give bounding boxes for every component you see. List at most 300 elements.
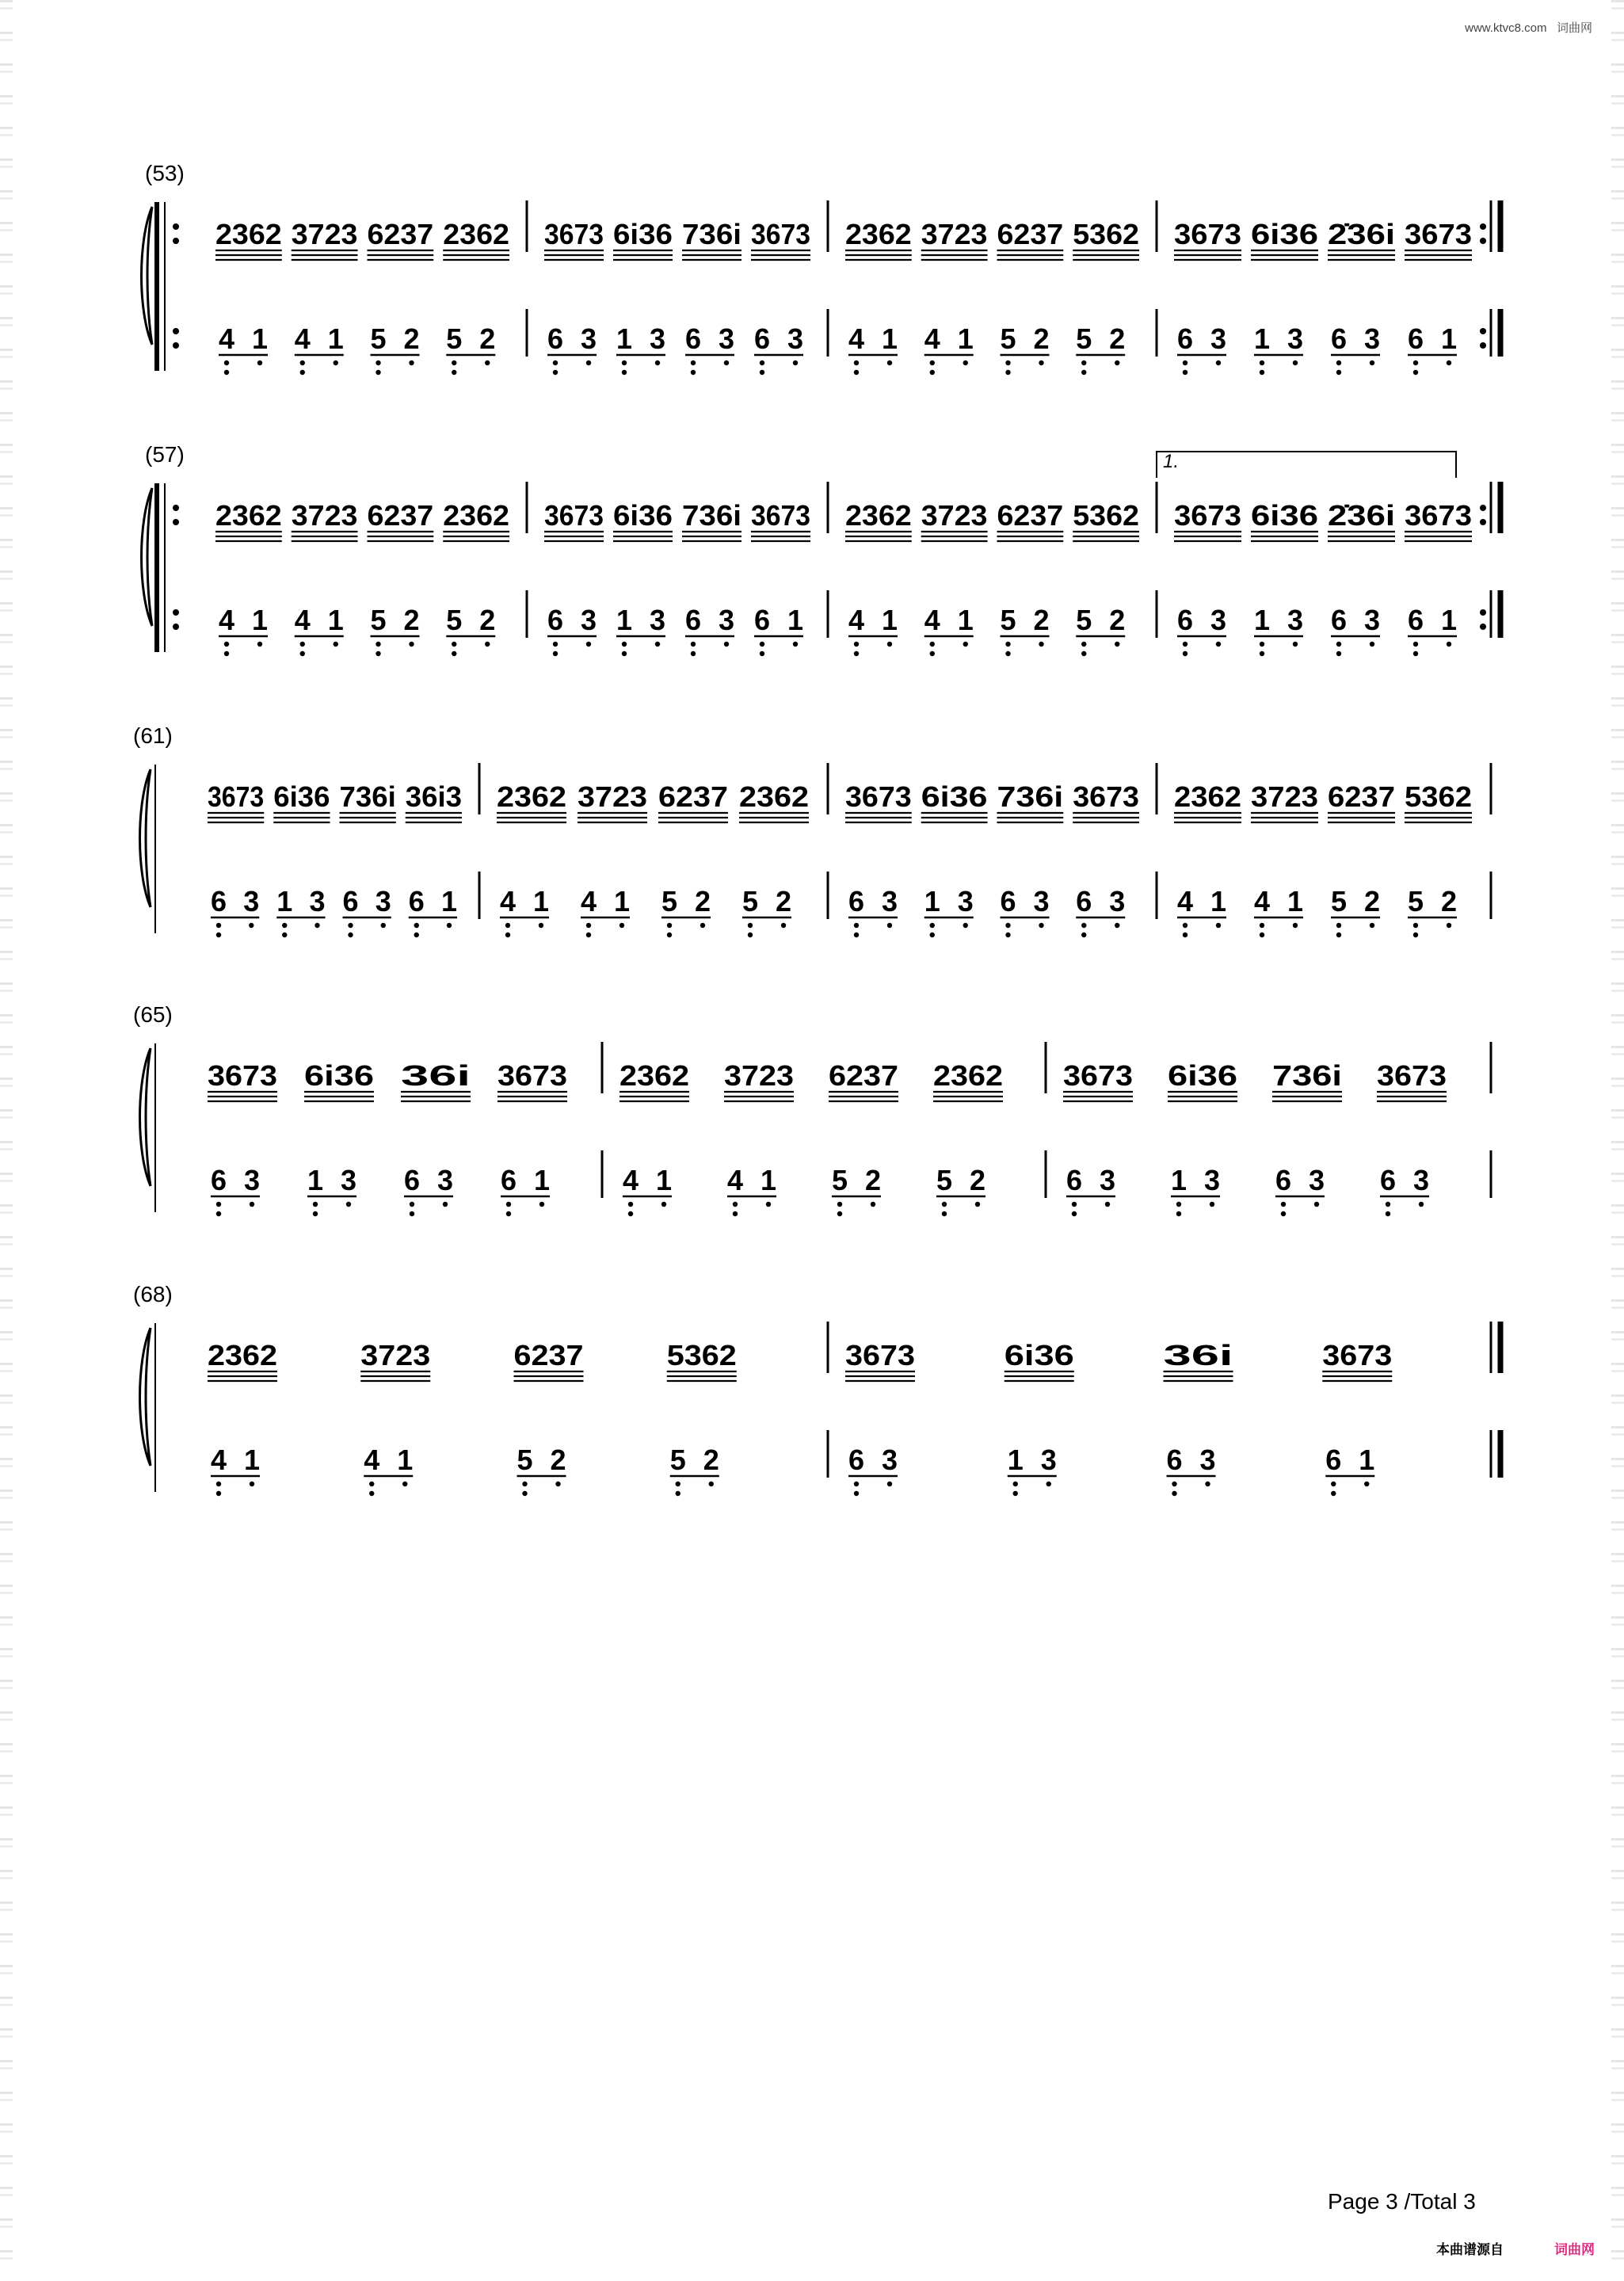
lower-note-group: 52 — [1076, 604, 1126, 636]
octave-dot — [1293, 642, 1298, 647]
octave-dot — [942, 1202, 947, 1207]
lower-note-group: 41 — [924, 604, 974, 636]
lower-note-group: 63 — [547, 604, 597, 636]
octave-dot — [1039, 923, 1043, 928]
octave-dot — [505, 933, 510, 937]
lower-note-group: 13 — [616, 604, 665, 636]
octave-dot — [1386, 1211, 1390, 1216]
octave-dot — [1005, 642, 1010, 647]
octave-dot — [655, 360, 660, 365]
octave-dot — [1183, 360, 1188, 365]
octave-dot — [1183, 933, 1188, 937]
lower-note-group: 13 — [1254, 322, 1303, 355]
octave-dot — [586, 642, 591, 647]
upper-note-group: 2362 — [215, 218, 282, 250]
lower-note-group: 63 — [404, 1164, 453, 1196]
octave-dot — [315, 923, 319, 928]
system-brace — [140, 1328, 151, 1466]
upper-note-group: 3673 — [544, 499, 604, 532]
repeat-dot — [1480, 238, 1486, 244]
upper-note-group: 2362 — [619, 1059, 689, 1092]
octave-dot — [1336, 923, 1341, 928]
lower-note-group: 63 — [754, 322, 803, 355]
octave-dot — [452, 360, 456, 365]
octave-dot — [1260, 370, 1264, 375]
octave-dot — [1419, 1202, 1424, 1207]
octave-dot — [216, 923, 221, 928]
upper-note-group: 3673 — [497, 1059, 567, 1092]
octave-dot — [313, 1211, 318, 1216]
lower-note-group: 41 — [581, 885, 630, 917]
octave-dot — [410, 1202, 414, 1207]
octave-dot — [1413, 651, 1418, 656]
octave-dot — [1386, 1202, 1390, 1207]
upper-note-group: 3673 — [544, 218, 604, 250]
octave-dot — [224, 360, 229, 365]
octave-dot — [586, 923, 591, 928]
octave-dot — [760, 360, 764, 365]
upper-note-group: 6237 — [997, 218, 1064, 250]
upper-note-group: 6i36 — [613, 499, 673, 532]
octave-dot — [452, 370, 456, 375]
upper-note-group: 2362 — [443, 218, 509, 250]
octave-dot — [748, 933, 753, 937]
upper-note-group: 3723 — [724, 1059, 794, 1092]
lower-note-group: 13 — [276, 885, 326, 917]
octave-dot — [691, 370, 696, 375]
octave-dot — [381, 923, 386, 928]
octave-dot — [224, 370, 229, 375]
octave-dot — [369, 1491, 374, 1496]
lower-note-group: 61 — [501, 1164, 550, 1196]
octave-dot — [1447, 360, 1451, 365]
upper-note-group: 6i36 — [1168, 1059, 1237, 1092]
octave-dot — [793, 360, 798, 365]
upper-note-group: 3673 — [1405, 218, 1472, 250]
octave-dot — [622, 642, 627, 647]
octave-dot — [1183, 370, 1188, 375]
lower-note-group: 52 — [446, 604, 496, 636]
octave-dot — [250, 1202, 254, 1207]
octave-dot — [781, 923, 786, 928]
site-logo: 词曲网 — [1554, 2242, 1595, 2257]
octave-dot — [793, 642, 798, 647]
lower-note-group: 52 — [370, 604, 420, 636]
octave-dot — [282, 933, 287, 937]
upper-note-group: 3673 — [1174, 218, 1241, 250]
octave-dot — [1260, 642, 1264, 647]
repeat-dot — [1480, 328, 1486, 334]
octave-dot — [963, 923, 968, 928]
octave-dot — [887, 923, 892, 928]
repeat-dot — [1480, 342, 1486, 349]
octave-dot — [1039, 360, 1043, 365]
octave-dot — [1216, 923, 1221, 928]
octave-dot — [1072, 1202, 1077, 1207]
lower-note-group: 63 — [1066, 1164, 1115, 1196]
lower-note-group: 63 — [1076, 885, 1126, 917]
upper-note-group: 2362 — [208, 1339, 277, 1371]
upper-note-group: 2362 — [443, 499, 509, 532]
octave-dot — [1216, 642, 1221, 647]
upper-note-group: 5362 — [666, 1339, 737, 1371]
octave-dot — [930, 933, 935, 937]
octave-dot — [1081, 360, 1086, 365]
lower-note-group: 41 — [294, 322, 344, 355]
lower-note-group: 63 — [1380, 1164, 1429, 1196]
upper-note-group: 6i36 — [1251, 499, 1318, 532]
repeat-dot — [173, 624, 179, 630]
octave-dot — [257, 360, 262, 365]
octave-dot — [485, 642, 490, 647]
upper-note-group: 3673 — [845, 1339, 915, 1371]
octave-dot — [628, 1211, 633, 1216]
lower-note-group: 63 — [1166, 1444, 1216, 1476]
octave-dot — [1013, 1482, 1018, 1486]
lower-note-group: 63 — [342, 885, 391, 917]
lower-note-group: 41 — [219, 604, 268, 636]
repeat-dot — [1480, 519, 1486, 525]
page-indicator: Page 3 /Total 3 — [1328, 2189, 1476, 2214]
lower-note-group: 63 — [1177, 322, 1226, 355]
upper-note-group: 3723 — [578, 780, 647, 813]
octave-dot — [402, 1482, 407, 1486]
octave-dot — [452, 642, 456, 647]
upper-note-group: 736i — [682, 499, 741, 532]
lower-note-group: 52 — [1000, 322, 1050, 355]
octave-dot — [1176, 1211, 1181, 1216]
octave-dot — [555, 1482, 560, 1486]
lower-note-group: 52 — [669, 1444, 719, 1476]
upper-note-group: 2362 — [845, 499, 912, 532]
octave-dot — [506, 1211, 511, 1216]
octave-dot — [1046, 1482, 1051, 1486]
octave-dot — [1413, 933, 1418, 937]
octave-dot — [369, 1482, 374, 1486]
octave-dot — [1005, 651, 1010, 656]
upper-note-group: 6237 — [367, 499, 434, 532]
octave-dot — [300, 370, 305, 375]
octave-dot — [724, 642, 729, 647]
octave-dot — [553, 360, 558, 365]
octave-dot — [1183, 642, 1188, 647]
upper-note-group: 3673 — [751, 499, 810, 532]
octave-dot — [1081, 933, 1086, 937]
upper-note-group: 2362 — [933, 1059, 1003, 1092]
octave-dot — [1081, 370, 1086, 375]
upper-note-group: 6237 — [829, 1059, 898, 1092]
lower-note-group: 41 — [1254, 885, 1303, 917]
upper-note-group: 5362 — [1073, 218, 1139, 250]
octave-dot — [1105, 1202, 1110, 1207]
lower-note-group: 61 — [754, 604, 803, 636]
upper-note-group: 6i36 — [273, 780, 330, 813]
octave-dot — [376, 651, 380, 656]
measure-number: (57) — [145, 442, 185, 467]
octave-dot — [887, 642, 892, 647]
octave-dot — [724, 360, 729, 365]
repeat-dot — [173, 519, 179, 525]
octave-dot — [1039, 642, 1043, 647]
octave-dot — [216, 1491, 221, 1496]
octave-dot — [216, 1202, 221, 1207]
repeat-dot — [1480, 624, 1486, 630]
lower-note-group: 13 — [616, 322, 665, 355]
octave-dot — [414, 933, 419, 937]
octave-dot — [1331, 1482, 1336, 1486]
octave-dot — [655, 642, 660, 647]
octave-dot — [1260, 923, 1264, 928]
octave-dot — [1413, 642, 1418, 647]
octave-dot — [766, 1202, 771, 1207]
upper-note-group: 3723 — [360, 1339, 431, 1371]
octave-dot — [667, 923, 672, 928]
octave-dot — [1336, 933, 1341, 937]
lower-note-group: 41 — [211, 1444, 260, 1476]
octave-dot — [733, 1202, 738, 1207]
lower-note-group: 61 — [1325, 1444, 1375, 1476]
octave-dot — [506, 1202, 511, 1207]
octave-dot — [622, 370, 627, 375]
upper-note-group: 6i36 — [921, 780, 988, 813]
octave-dot — [224, 642, 229, 647]
octave-dot — [1013, 1491, 1018, 1496]
octave-dot — [346, 1202, 351, 1207]
octave-dot — [334, 360, 338, 365]
octave-dot — [1081, 923, 1086, 928]
octave-dot — [1183, 923, 1188, 928]
octave-dot — [300, 651, 305, 656]
lower-note-group: 41 — [727, 1164, 776, 1196]
upper-note-group: 3673 — [1174, 499, 1241, 532]
lower-note-group: 41 — [364, 1444, 414, 1476]
measure-number: (61) — [133, 723, 173, 748]
lower-note-group: 61 — [408, 885, 457, 917]
octave-dot — [1314, 1202, 1319, 1207]
octave-dot — [216, 933, 221, 937]
upper-note-group: 6i36 — [1251, 218, 1318, 250]
lower-note-group: 61 — [1408, 322, 1457, 355]
upper-note-group: 736i — [1272, 1059, 1342, 1092]
repeat-dot — [1480, 609, 1486, 616]
octave-dot — [586, 360, 591, 365]
octave-dot — [942, 1211, 947, 1216]
octave-dot — [1281, 1202, 1286, 1207]
octave-dot — [447, 923, 452, 928]
site-brand: 词曲网 — [1556, 21, 1592, 35]
lower-note-group: 63 — [1177, 604, 1226, 636]
upper-note-group: 2362 — [1174, 780, 1241, 813]
lower-note-group: 52 — [1000, 604, 1050, 636]
system-brace — [140, 769, 151, 907]
octave-dot — [376, 370, 380, 375]
octave-dot — [1336, 360, 1341, 365]
site-url: www.ktvc8.com — [1465, 21, 1547, 35]
octave-dot — [1364, 1482, 1369, 1486]
octave-dot — [1413, 370, 1418, 375]
octave-dot — [963, 360, 968, 365]
lower-note-group: 63 — [848, 885, 898, 917]
upper-note-group: 5362 — [1405, 780, 1472, 813]
octave-dot — [539, 1202, 544, 1207]
upper-note-group: 36i — [401, 1059, 471, 1092]
upper-note-group: 2̇36i — [1328, 218, 1395, 250]
repeat-dot — [173, 609, 179, 616]
octave-dot — [522, 1482, 527, 1486]
octave-dot — [1336, 651, 1341, 656]
lower-note-group: 13 — [1171, 1164, 1220, 1196]
octave-dot — [1081, 642, 1086, 647]
lower-note-group: 52 — [832, 1164, 881, 1196]
octave-dot — [700, 923, 705, 928]
octave-dot — [409, 642, 414, 647]
lower-note-group: 63 — [685, 604, 734, 636]
octave-dot — [930, 370, 935, 375]
lower-note-group: 63 — [1331, 604, 1380, 636]
octave-dot — [661, 1202, 666, 1207]
system-brace — [142, 488, 153, 626]
lower-note-group: 41 — [623, 1164, 672, 1196]
octave-dot — [553, 651, 558, 656]
octave-dot — [1260, 651, 1264, 656]
lower-note-group: 52 — [936, 1164, 985, 1196]
upper-note-group: 3673 — [1063, 1059, 1133, 1092]
octave-dot — [760, 651, 764, 656]
lower-note-group: 63 — [685, 322, 734, 355]
lower-note-group: 13 — [1007, 1444, 1057, 1476]
octave-dot — [1260, 360, 1264, 365]
octave-dot — [1005, 923, 1010, 928]
repeat-dot — [173, 342, 179, 349]
lower-note-group: 63 — [848, 1444, 898, 1476]
repeat-dot — [173, 505, 179, 511]
octave-dot — [1447, 923, 1451, 928]
lower-note-group: 52 — [1408, 885, 1457, 917]
octave-dot — [348, 923, 353, 928]
octave-dot — [409, 360, 414, 365]
octave-dot — [975, 1202, 980, 1207]
lower-note-group: 63 — [1331, 322, 1380, 355]
octave-dot — [1176, 1202, 1181, 1207]
lower-note-group: 63 — [547, 322, 597, 355]
octave-dot — [854, 933, 859, 937]
octave-dot — [300, 642, 305, 647]
repeat-dot — [173, 238, 179, 244]
octave-dot — [760, 642, 764, 647]
upper-note-group: 6237 — [513, 1339, 584, 1371]
lower-note-group: 63 — [1275, 1164, 1325, 1196]
system-brace — [140, 1048, 151, 1186]
upper-note-group: 36i3 — [405, 780, 462, 813]
octave-dot — [1205, 1482, 1210, 1486]
repeat-dot — [173, 223, 179, 230]
octave-dot — [282, 923, 287, 928]
upper-note-group: 3673 — [1073, 780, 1139, 813]
lower-note-group: 52 — [1331, 885, 1380, 917]
lower-note-group: 41 — [500, 885, 549, 917]
octave-dot — [1172, 1491, 1176, 1496]
upper-note-group: 2362 — [215, 499, 282, 532]
upper-note-group: 3673 — [751, 218, 810, 250]
octave-dot — [854, 370, 859, 375]
octave-dot — [414, 923, 419, 928]
octave-dot — [837, 1211, 842, 1216]
octave-dot — [539, 923, 543, 928]
octave-dot — [410, 1211, 414, 1216]
octave-dot — [748, 923, 753, 928]
octave-dot — [667, 933, 672, 937]
octave-dot — [691, 651, 696, 656]
octave-dot — [452, 651, 456, 656]
upper-note-group: 3673 — [845, 780, 912, 813]
upper-note-group: 6237 — [367, 218, 434, 250]
octave-dot — [887, 1482, 892, 1486]
lower-note-group: 41 — [1177, 885, 1226, 917]
octave-dot — [887, 360, 892, 365]
octave-dot — [224, 651, 229, 656]
octave-dot — [676, 1482, 680, 1486]
octave-dot — [691, 360, 696, 365]
lower-note-group: 52 — [661, 885, 711, 917]
octave-dot — [760, 370, 764, 375]
upper-note-group: 5362 — [1073, 499, 1139, 532]
lower-note-group: 13 — [1254, 604, 1303, 636]
octave-dot — [1210, 1202, 1214, 1207]
octave-dot — [1293, 360, 1298, 365]
octave-dot — [1072, 1211, 1077, 1216]
octave-dot — [1281, 1211, 1286, 1216]
octave-dot — [553, 642, 558, 647]
octave-dot — [628, 1202, 633, 1207]
lower-note-group: 52 — [517, 1444, 566, 1476]
octave-dot — [216, 1482, 221, 1486]
octave-dot — [1115, 923, 1119, 928]
octave-dot — [709, 1482, 714, 1486]
upper-note-group: 6i36 — [613, 218, 673, 250]
octave-dot — [1336, 370, 1341, 375]
octave-dot — [930, 651, 935, 656]
upper-note-group: 3673 — [208, 1059, 277, 1092]
upper-note-group: 3723 — [291, 499, 358, 532]
octave-dot — [1216, 360, 1221, 365]
octave-dot — [1115, 360, 1119, 365]
upper-note-group: 3723 — [291, 218, 358, 250]
upper-note-group: 2362 — [845, 218, 912, 250]
upper-note-group: 6237 — [658, 780, 728, 813]
repeat-dot — [1480, 223, 1486, 230]
octave-dot — [691, 642, 696, 647]
octave-dot — [854, 642, 859, 647]
octave-dot — [1081, 651, 1086, 656]
upper-note-group: 6i36 — [1004, 1339, 1074, 1371]
octave-dot — [1005, 370, 1010, 375]
measure-number: (65) — [133, 1002, 173, 1027]
octave-dot — [622, 360, 627, 365]
octave-dot — [586, 933, 591, 937]
octave-dot — [1005, 933, 1010, 937]
upper-note-group: 3673 — [208, 780, 265, 813]
upper-note-group: 736i — [997, 780, 1064, 813]
upper-note-group: 736i — [682, 218, 741, 250]
octave-dot — [676, 1491, 680, 1496]
lower-note-group: 63 — [1000, 885, 1050, 917]
octave-dot — [250, 1482, 254, 1486]
octave-dot — [1370, 923, 1374, 928]
octave-dot — [313, 1202, 318, 1207]
lower-note-group: 61 — [1408, 604, 1457, 636]
system-brace — [142, 207, 153, 345]
upper-note-group: 36i — [1163, 1339, 1233, 1371]
